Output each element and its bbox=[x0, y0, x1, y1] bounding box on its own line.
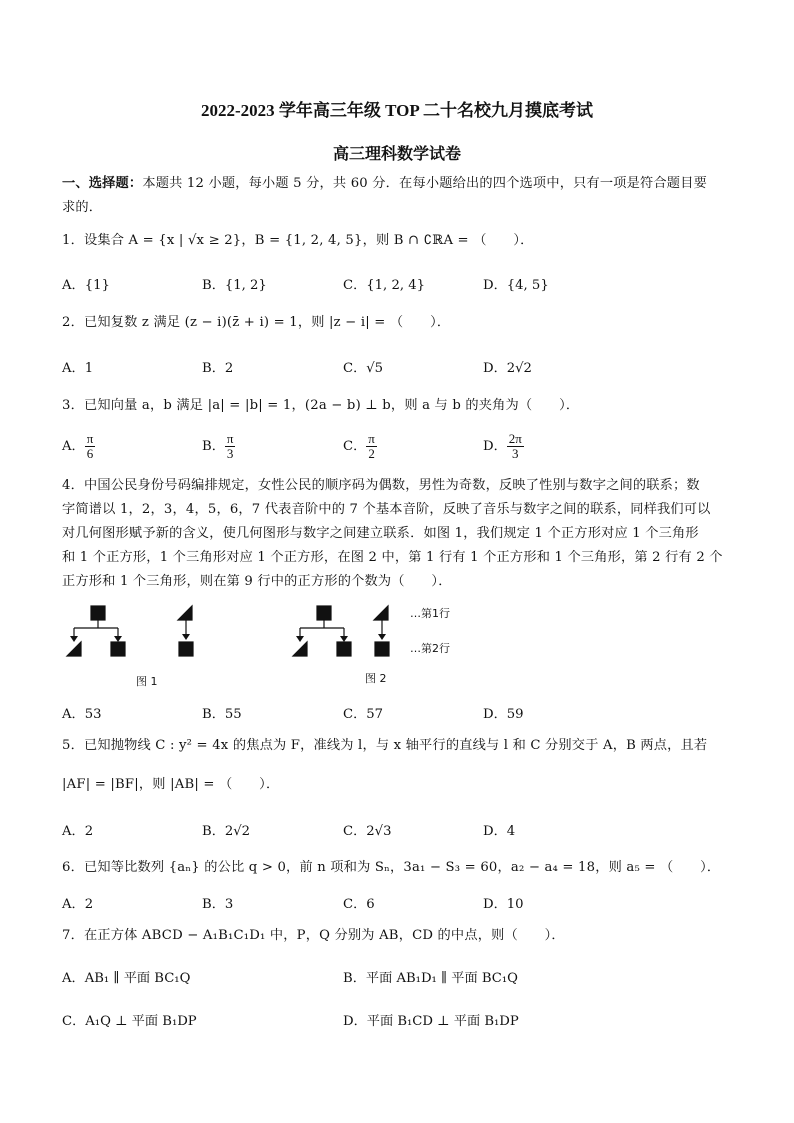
q2-option-c: C．√5 bbox=[343, 361, 384, 376]
q1-option-d: D．{4, 5} bbox=[483, 278, 549, 293]
q6-option-c: C．6 bbox=[343, 897, 375, 912]
fig1-triangle-arrow bbox=[182, 634, 190, 640]
question-4-line-5: 正方形和 1 个三角形，则在第 9 行中的正方形的个数为（ ）． bbox=[62, 574, 452, 589]
fig2-triangle-arrow bbox=[378, 634, 386, 640]
question-4-line-1: 4．中国公民身份号码编排规定，女性公民的顺序码为偶数，男性为奇数，反映了性别与数字之间的联系；数 bbox=[62, 478, 700, 493]
fraction-numerator: π bbox=[368, 431, 375, 446]
section-intro-text: 本题共 12 小题，每小题 5 分，共 60 分．在每小题给出的四个选项中，只有一项是符合题目要 bbox=[142, 176, 707, 191]
q6-option-a: A．2 bbox=[62, 897, 94, 912]
fig2-row1-triangle bbox=[374, 606, 388, 620]
section-intro bbox=[62, 174, 742, 194]
question-4-figure bbox=[60, 600, 480, 695]
question-4-line-2: 字简谱以 1，2，3，4，5，6，7 代表音阶中的 7 个基本音阶，反映了音乐与数字之间的联系，同样我们可以 bbox=[62, 502, 711, 517]
question-4-line-4: 和 1 个正方形，1 个三角形对应 1 个正方形，在图 2 中，第 1 行有 1 个正方形和 1 个三角形，第 2 行有 2 个 bbox=[62, 550, 723, 565]
q7-option-c: C．A₁Q ⊥ 平面 B₁DP bbox=[62, 1014, 197, 1029]
question-3-stem: 3．已知向量 a，b 满足 |a| = |b| = 1，(2a − b) ⊥ b，则 a 与 b 的夹角为（ ）． bbox=[62, 398, 580, 413]
q6-option-b: B．3 bbox=[202, 897, 234, 912]
q5-option-a: A．2 bbox=[62, 824, 94, 839]
fig1-arrow-right bbox=[114, 636, 122, 642]
q3-option-b-label: B． bbox=[202, 439, 225, 454]
q1-option-a: A．{1} bbox=[62, 278, 110, 293]
q4-option-a: A．53 bbox=[62, 707, 102, 722]
fig1-triangle bbox=[178, 606, 192, 620]
exam-title: 2022-2023 学年高三年级 TOP 二十名校九月摸底考试 bbox=[200, 101, 594, 120]
question-5-line-2: |AF| = |BF|，则 |AB| = （ ）． bbox=[62, 777, 280, 792]
fig1-caption: 图 1 bbox=[136, 675, 158, 688]
fig1-arrow-left bbox=[70, 636, 78, 642]
q1-option-b: B．{1, 2} bbox=[202, 278, 267, 293]
fraction-numerator: 2π bbox=[508, 431, 522, 446]
question-4-line-3: 对几何图形赋予新的含义，使几何图形与数字之间建立联系．如图 1，我们规定 1 个正方形对应 1 个三角形 bbox=[62, 526, 699, 541]
q3-option-d bbox=[483, 432, 524, 461]
q4-option-c: C．57 bbox=[343, 707, 384, 722]
q7-option-d: D．平面 B₁CD ⊥ 平面 B₁DP bbox=[343, 1014, 519, 1029]
question-7-stem: 7．在正方体 ABCD − A₁B₁C₁D₁ 中，P，Q 分别为 AB，CD 的中点，则（ ）． bbox=[62, 928, 565, 943]
fraction-denominator: 2 bbox=[368, 446, 375, 461]
fig2-row1-square bbox=[317, 606, 331, 620]
fig2-row2-triangle bbox=[293, 642, 307, 656]
question-5-line-1: 5．已知抛物线 C : y² = 4x 的焦点为 F，准线为 l，与 x 轴平行的直线与 l 和 C 分别交于 A，B 两点，且若 bbox=[62, 738, 708, 753]
fig2-row2-label: …第2行 bbox=[410, 642, 450, 655]
q3-option-c-label: C． bbox=[343, 439, 367, 454]
q5-option-c: C．2√3 bbox=[343, 824, 392, 839]
q2-option-b: B．2 bbox=[202, 361, 234, 376]
fig1-bottom-triangle bbox=[67, 642, 81, 656]
fraction bbox=[366, 432, 377, 461]
fraction bbox=[507, 432, 524, 461]
q4-option-b: B．55 bbox=[202, 707, 242, 722]
q2-option-a: A．1 bbox=[62, 361, 94, 376]
fraction-denominator: 3 bbox=[512, 446, 519, 461]
q3-option-d-label: D． bbox=[483, 439, 507, 454]
q3-option-a-label: A． bbox=[62, 439, 85, 454]
q2-option-d: D．2√2 bbox=[483, 361, 532, 376]
exam-subtitle: 高三理科数学试卷 bbox=[332, 144, 461, 163]
fig2-row2-square-2 bbox=[375, 642, 389, 656]
fraction-denominator: 3 bbox=[226, 446, 234, 461]
q5-option-d: D．4 bbox=[483, 824, 516, 839]
fig2-arrow-right bbox=[340, 636, 348, 642]
q7-option-b: B．平面 AB₁D₁ ∥ 平面 BC₁Q bbox=[343, 971, 518, 986]
fraction-numerator: π bbox=[86, 431, 94, 446]
fig1-triangle-square bbox=[179, 642, 193, 656]
fig2-row1-label: …第1行 bbox=[410, 607, 450, 620]
section-intro-line2: 求的． bbox=[62, 200, 103, 215]
q4-option-d: D．59 bbox=[483, 707, 524, 722]
q3-option-c bbox=[343, 432, 377, 461]
q7-option-a: A．AB₁ ∥ 平面 BC₁Q bbox=[62, 971, 191, 986]
question-1-stem: 1．设集合 A = {x | √x ≥ 2}，B = {1, 2, 4, 5}，则 B ∩ ∁ℝA = （ ）． bbox=[62, 233, 534, 248]
question-2-stem: 2．已知复数 z 满足 (z − i)(z̄ + i) = 1，则 |z − i| = （ ）． bbox=[62, 315, 451, 330]
fraction bbox=[225, 432, 236, 461]
q5-option-b: B．2√2 bbox=[202, 824, 251, 839]
fig2-row2-square-1 bbox=[337, 642, 351, 656]
fraction-numerator: π bbox=[226, 431, 234, 446]
fraction bbox=[85, 432, 96, 461]
fraction-denominator: 6 bbox=[86, 446, 94, 461]
q6-option-d: D．10 bbox=[483, 897, 524, 912]
fig1-top-square bbox=[91, 606, 105, 620]
q3-option-b bbox=[202, 432, 235, 461]
fig1-bottom-square bbox=[111, 642, 125, 656]
q3-option-a bbox=[62, 432, 95, 461]
fig2-caption: 图 2 bbox=[365, 672, 387, 685]
q1-option-c: C．{1, 2, 4} bbox=[343, 278, 425, 293]
section-heading: 一、选择题： bbox=[62, 176, 143, 191]
fig2-arrow-left bbox=[296, 636, 304, 642]
question-6-stem: 6．已知等比数列 {aₙ} 的公比 q > 0，前 n 项和为 Sₙ，3a₁ − S₃ = 60，a₂ − a₄ = 18，则 a₅ = （ ）． bbox=[62, 860, 721, 875]
